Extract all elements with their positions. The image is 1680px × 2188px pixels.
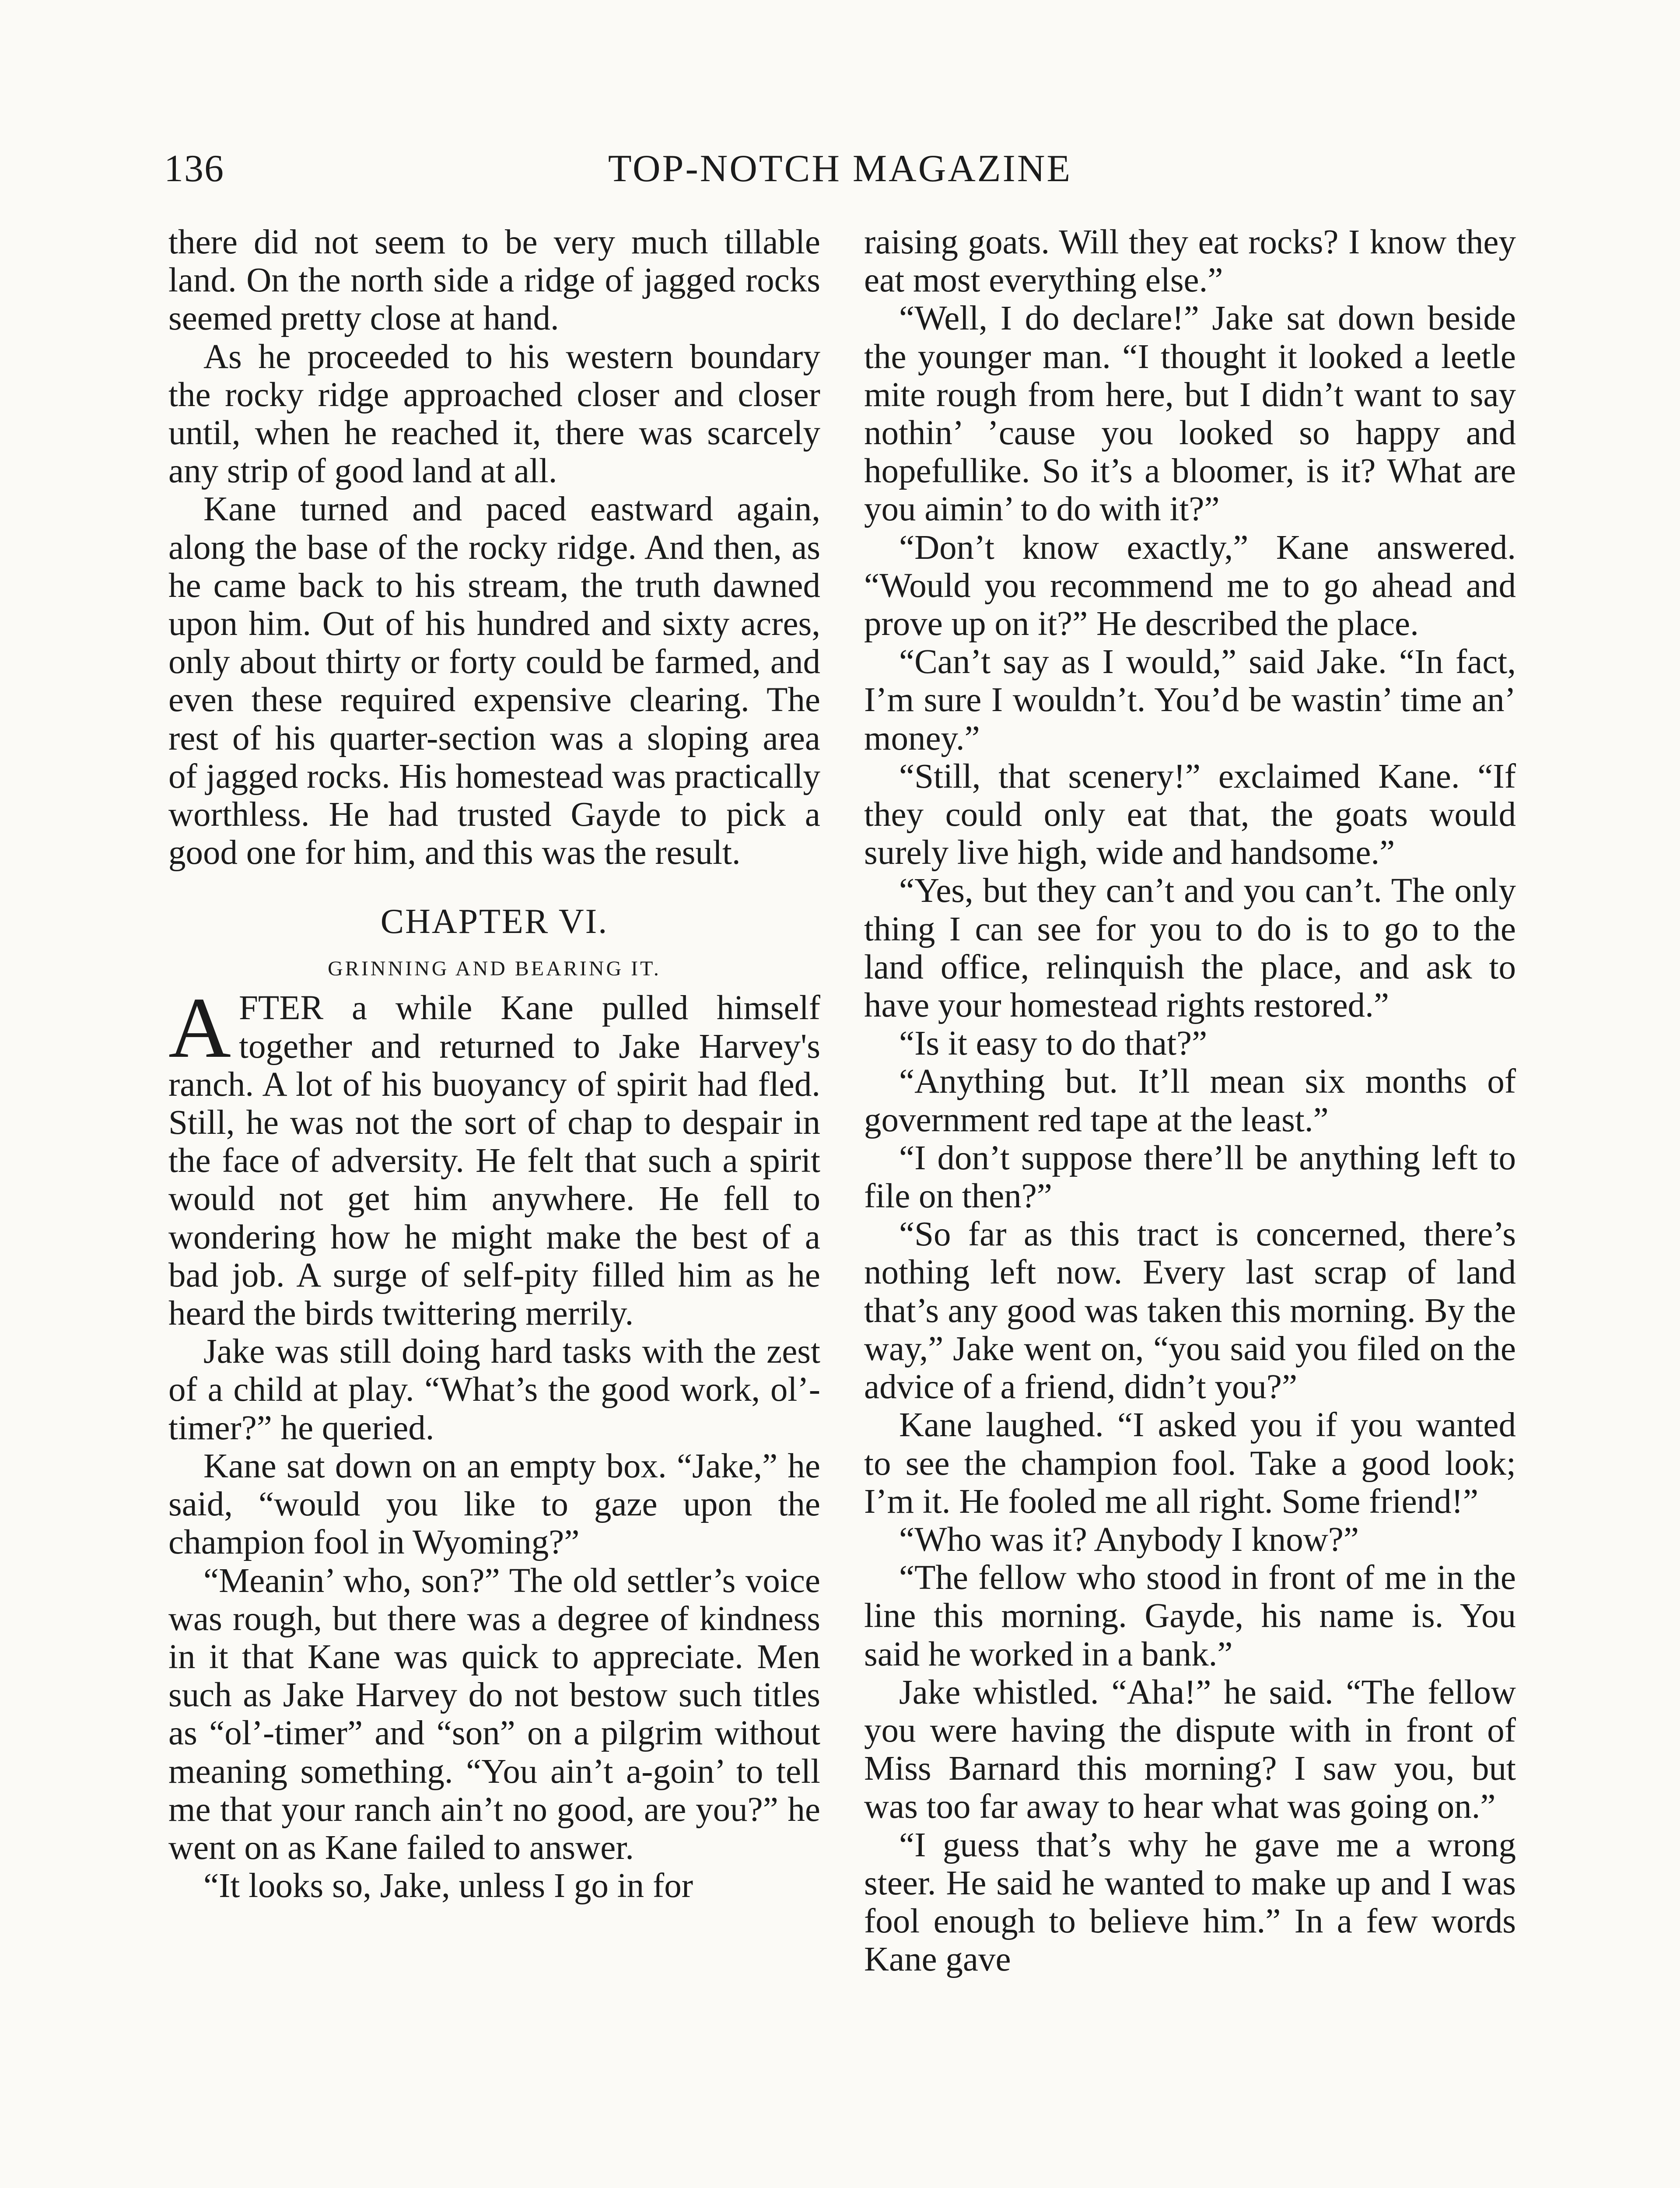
paragraph: “Is it easy to do that?” [899, 1024, 1208, 1063]
paragraph: Kane laughed. “I asked you if you wanted to see the champion fool. Take a good look; I’m it. He fooled me all right. Some friend!” [864, 1406, 1516, 1521]
paragraph: “Can’t say as I would,” said Jake. “In fact, I’m sure I wouldn’t. You’d be wastin’ time an’ money.” [864, 643, 1516, 757]
paragraph: As he proceeded to his western boundary the rocky ridge approached closer and closer until, when he reached it, there was scarcely any strip of good land at all. [168, 337, 820, 491]
right-column [864, 223, 1516, 1978]
chapter-title: CHAPTER VI. [380, 902, 609, 941]
paragraph: Jake was still doing hard tasks with the zest of a child at play. “What’s the good work, ol’-timer?” he queried. [168, 1332, 820, 1447]
chapter-subtitle: GRINNING AND BEARING IT. [328, 957, 661, 981]
paragraph: “Well, I do declare!” Jake sat down beside the younger man. “I thought it looked a leetle mite rough from here, but I didn’t want to say nothin’ ’cause you looked so happy and hopefullike. So it’s a bloomer, is it? What are you aimin’ to do with it?” [864, 299, 1516, 529]
paragraph: “I guess that’s why he gave me a wrong steer. He said he wanted to make up and I was fool enough to believe him.” In a few words Kane gave [864, 1826, 1516, 1979]
paragraph: “So far as this tract is concerned, there’s nothing left now. Every last scrap of land that’s any good was taken this morning. By the way,” Jake went on, “you said you filed on the advice of a friend, didn’t you?” [864, 1215, 1516, 1406]
paragraph: Kane turned and paced eastward again, along the base of the rocky ridge. And then, as he came back to his stream, the truth dawned upon him. Out of his hundred and sixty acres, only about thirty or forty could be farmed, and even these required expensive clearing. The rest of his quarter-section was a sloping area of jagged rocks. His homestead was practically worthless. He had trusted Gayde to pick a good one for him, and this was the result. [168, 490, 820, 872]
paragraph: raising goats. Will they eat rocks? I know they eat most everything else.” [864, 223, 1516, 300]
paragraph: “The fellow who stood in front of me in the line this morning. Gayde, his name is. You said he worked in a bank.” [864, 1559, 1516, 1673]
paragraph: “Don’t know exactly,” Kane answered. “Would you recommend me to go ahead and prove up on it?” He described the place. [864, 528, 1516, 643]
paragraph: there did not seem to be very much tillable land. On the north side a ridge of jagged rocks seemed pretty close at hand. [168, 223, 820, 338]
opening-paragraph-text: FTER a while Kane pulled himself together and returned to Jake Harvey's ranch. A lot of his buoyancy of spirit had fled. Still, he was not the sort of chap to despair in the face of adversity. He felt that such a spirit would not get him anywhere. He fell to wondering how he might make the best of a bad job. A surge of self-pity filled him as he heard the birds twittering merrily. [168, 989, 820, 1333]
paragraph: “Anything but. It’ll mean six months of government red tape at the least.” [864, 1062, 1516, 1139]
paragraph: “Who was it? Anybody I know?” [899, 1520, 1359, 1559]
left-column [168, 223, 820, 1905]
paragraph: “Still, that scenery!” exclaimed Kane. “If they could only eat that, the goats would surely live high, wide and handsome.” [864, 757, 1516, 872]
page-number: 136 [164, 147, 224, 190]
running-head: TOP-NOTCH MAGAZINE [608, 147, 1072, 190]
paragraph: Jake whistled. “Aha!” he said. “The fellow you were having the dispute with in front of Miss Barnard this morning? I saw you, but was too far away to hear what was going on.” [864, 1673, 1516, 1826]
paragraph: “It looks so, Jake, unless I go in for [203, 1867, 693, 1905]
paragraph: “Meanin’ who, son?” The old settler’s voice was rough, but there was a degree of kindness in it that Kane was quick to appreciate. Men such as Jake Harvey do not bestow such titles as “ol’-timer” and “son” on a pilgrim without meaning something. “You ain’t a-goin’ to tell me that your ranch ain’t no good, are you?” he went on as Kane failed to answer. [168, 1561, 820, 1867]
paragraph: Kane sat down on an empty box. “Jake,” he said, “would you like to gaze upon the champion fool in Wyoming?” [168, 1447, 820, 1562]
paragraph: “Yes, but they can’t and you can’t. The only thing I can see for you to do is to go to the land office, relinquish the place, and ask to have your homestead rights restored.” [864, 872, 1516, 1025]
opening-paragraph [168, 980, 820, 1333]
paragraph: “I don’t suppose there’ll be anything left to file on then?” [864, 1139, 1516, 1216]
drop-cap: A [168, 980, 231, 1076]
